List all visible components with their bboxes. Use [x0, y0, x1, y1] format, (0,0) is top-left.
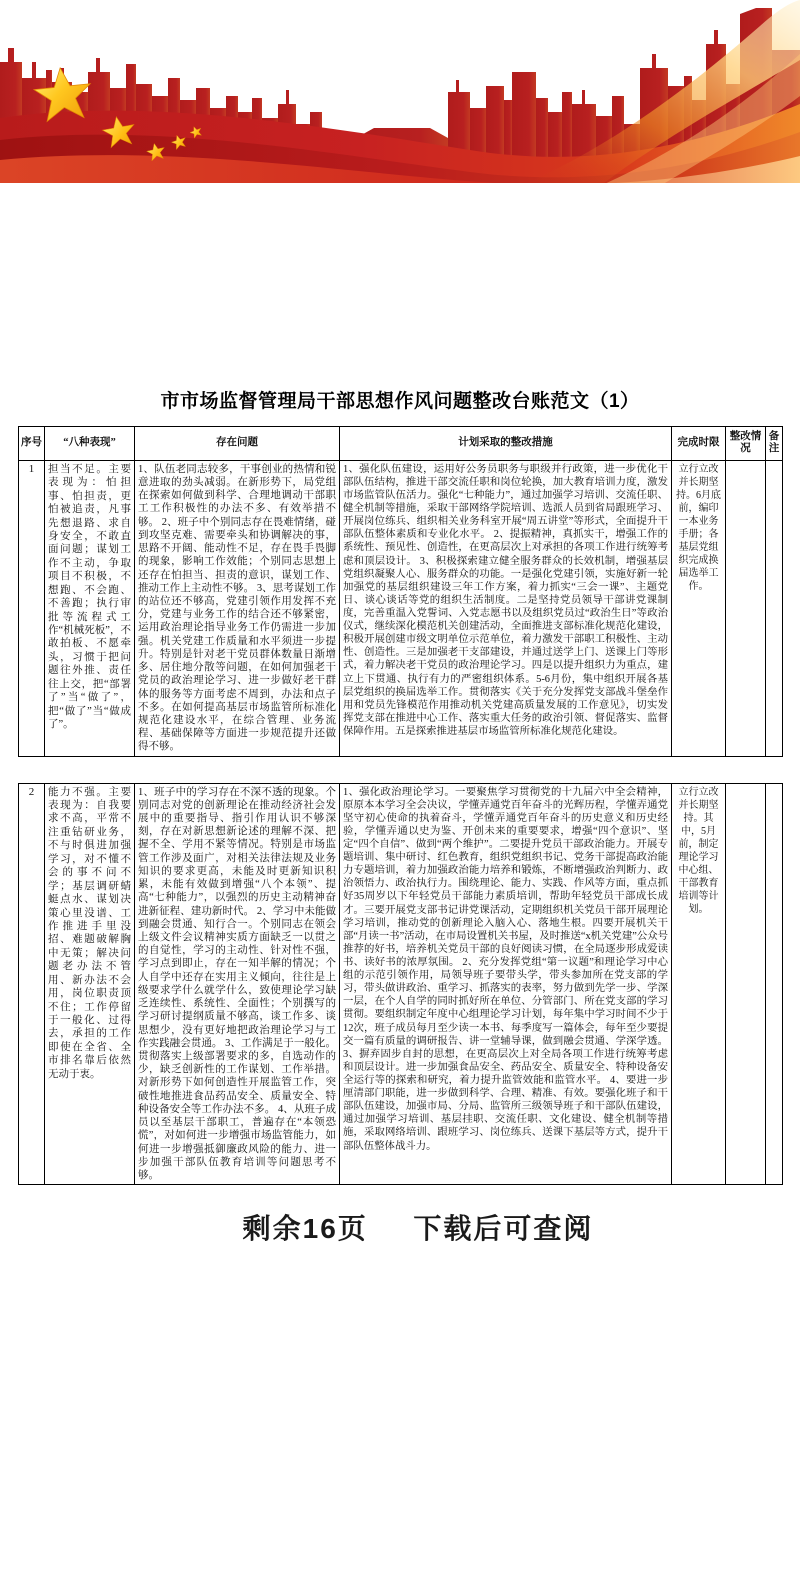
column-header-manifestation: “八种表现”	[45, 426, 135, 460]
cell-deadline-1: 立行立改并长期坚持。6月底前，编印一本业务手册；各基层党组织完成换届选举工作。	[672, 460, 726, 756]
column-header-deadline: 完成时限	[672, 426, 726, 460]
cell-manifestation-2: 能力不强。主要表现为：自我要求不高，平常不注重钻研业务，不与时俱进加强学习，对不懂不会的事不问不学；基层调研蜻蜓点水、谋划决策心里没谱、工作推进手里没招、难题破解胸中无策；解决问题老办法不管用、新办法不会用，岗位职责顶不住；工作停留于一般化、过得去，承担的工作即使在全省、全市排名靠后依然无动于衷。	[45, 783, 135, 1185]
preview-footer	[18, 1207, 800, 1247]
cell-remark-1	[766, 460, 783, 756]
rectification-ledger-table	[18, 426, 783, 757]
table-page-break-gap	[18, 757, 782, 783]
table-header-row	[19, 426, 783, 460]
document-body	[0, 391, 800, 1247]
column-header-problems: 存在问题	[135, 426, 340, 460]
page-title: 市市场监督管理局干部思想作风问题整改台账范文（1）	[160, 391, 640, 412]
remaining-pages-label: 剩余16页	[242, 1213, 368, 1245]
banner-artwork	[0, 0, 800, 186]
cell-measures-2: 1、强化政治理论学习。一要聚焦学习贯彻党的十九届六中全会精神，原原本本学习全会决议，学懂弄通党百年奋斗的光辉历程，学懂弄通党坚守初心使命的执着奋斗，学懂弄通党百年奋斗的历史意义和历史经验，学懂弄通以史为鉴、开创未来的重要要求，增强“四个意识”、坚定“四个自信”、做到“两个维护”。二要提升党员干部政治能力。开展专题培训、集中研讨、红色教育，组织党组织书记、党务干部提高政治能力专题培训，着力加强政治能力培养和锻炼，不断增强政治判断力、政治领悟力、政治执行力。围绕理论、能力、实践、作风等方面，重点抓好35周岁以下年轻党员干部能力素质培训，帮助年轻党员干部成长成才。三要开展党支部书记讲党课活动，定期组织机关党员干部开展理论学习培训，推动党的创新理论入脑入心、落地生根。四要开展机关干部“月读一书”活动，在市局设置机关书屋，及时推送“x机关党建”公众号推荐的好书，培养机关党员干部的良好阅读习惯，在全局逐步形成爱读书、读好书的浓厚氛围。 2、充分发挥党组“第一议题”和理论学习中心组的示范引领作用，局领导班子要带头学，带头参加所在党支部的学习，带头做讲政治、重学习、抓落实的表率，努力做到先学一步、学深一层，在个人自学的同时抓好所在单位、分管部门、所在党支部的学习贯彻。要组织制定年度中心组理论学习计划，每年集中学习时间不少于12次，班子成员每月至少读一本书、每季度写一篇体会，每年至少要提交一篇有质量的调研报告、讲一堂辅导课，做到融会贯通、学深学透。 3、摒弃固步自封的思想，在更高层次上对全局各项工作进行统筹考虑和顶层设计。进一步加强食品安全、药品安全、质量安全、特种设备安全运行等的探索和研究，着力提升监管效能和监管水平。 4、要进一步厘清部门职能，进一步做到科学、合理、精准、有效。要强化班子和干部队伍建设，加强市局、分局、监管所三级领导班子和干部队伍建设，通过加强学习培训、基层挂职、交流任职、文化建设、健全机制等措施，采取网络培训、跟班学习、岗位练兵、送课下基层等方式，提升干部队伍整体战斗力。	[340, 783, 672, 1185]
page-banner	[0, 0, 800, 186]
banner-bottom-divider	[0, 183, 800, 186]
download-hint-label: 下载后可查阅	[413, 1213, 594, 1245]
column-header-index: 序号	[19, 426, 45, 460]
cell-remark-2	[766, 783, 783, 1185]
cell-deadline-2: 立行立改并长期坚持。其中，5月前，制定理论学习中心组、干部教育培训等计划。	[672, 783, 726, 1185]
cell-index-2: 2	[19, 783, 45, 1185]
cell-manifestation-1: 担当不足。主要表现为：怕担事、怕担责，更怕被追责，凡事先想退路、求自身安全，不敢直面问题；谋划工作不主动，争取项目不积极，不想跑、不会跑、不善跑；执行审批等流程式工作“机械死板”，不敢拍板、不愿牵头，习惯于把问题往外推、责任往上交，把“部署了”当“做了”，把“做了”当“做成了”。	[45, 460, 135, 756]
cell-index-1: 1	[19, 460, 45, 756]
column-header-remark: 备注	[766, 426, 783, 460]
cell-status-1	[726, 460, 766, 756]
cell-status-2	[726, 783, 766, 1185]
table-row	[19, 460, 783, 756]
rectification-ledger-table-continued	[18, 783, 783, 1186]
cell-problems-1: 1、队伍老同志较多，干事创业的热情和锐意进取的劲头减弱。在新形势下，局党组在探索如何做到科学、合理地调动干部职工工作积极性的办法不多、有效举措不够。 2、班子中个别同志存在畏难情绪，碰到攻坚克难、需要牵头和协调解决的事，思路不开阔、能动性不足，存在畏手畏脚的现象，影响工作效能；个别同志思想上还存在怕担当、担责的意识，谋划工作、推动工作上主动性不够。 3、思考谋划工作的站位还不够高，党建引领作用发挥不充分，党建与业务工作的结合还不够紧密，运用政治理论指导业务工作仍需进一步加强。机关党建工作质量和水平须进一步提升。特别是针对老干党员群体数量日渐增多、居住地分散等问题，在如何加强老干党员的政治理论学习、进一步做好老干群体的服务等方面考虑不周到，办法和点子不多。在如何提高基层市场监管所标准化规范化建设水平，在综合管理、业务流程、基础保障等方面进一步规范提升还做得不够。	[135, 460, 340, 756]
cell-problems-2: 1、班子中的学习存在不深不透的现象。个别同志对党的创新理论在推动经济社会发展中的重要指导、指引作用认识不够深刻，存在对新思想新论述的理解不深、把握不全、学用不紧等情况。特别是市场监管工作涉及面广，对相关法律法规及业务知识的要求更高，未能及时更新知识积累，未能有效做到增强“八个本领”、提高“七种能力”，以强烈的历史主动精神奋进新征程、建功新时代。 2、学习中未能做到融会贯通、知行合一。个别同志在领会上级文件会议精神实质方面缺乏一以贯之的自觉性，学习的主动性、针对性不强，学习点到即止，存在一知半解的情况；个人自学中还存在实用主义倾向，往往是上级要求学什么就学什么，致使理论学习缺乏连续性、系统性、全面性；个别撰写的学习研讨提纲质量不够高，谈工作多、谈思想少，没有更好地把政治理论学习与工作实践融会贯通。 3、工作满足于一般化。贯彻落实上级部署要求的多，自选动作的少，缺乏创新性的工作谋划、工作举措。对新形势下如何创造性开展监管工作，突破性地推进食品药品安全、质量安全、特种设备安全等工作办法不多。 4、从班子成员以至基层干部职工，普遍存在“本领恐慌”，对如何进一步增强市场监管能力，如何进一步增强抵御廉政风险的能力、进一步加强干部队伍教育培训等问题思考不够。	[135, 783, 340, 1185]
column-header-measures: 计划采取的整改措施	[340, 426, 672, 460]
column-header-status: 整改情况	[726, 426, 766, 460]
cell-measures-1: 1、强化队伍建设，运用好公务员职务与职级并行政策，进一步优化干部队伍结构，推进干部交流任职和岗位轮换，加大教育培训力度，激发市场监管队伍活力。强化“七种能力”，通过加强学习培训、交流任职、健全机制等措施，采取干部网络学院培训、选派人员到省局跟班学习、开展岗位练兵、组织相关业务科室开展“周五讲堂”等形式，全面提升干部队伍整体素质和专业化水平。 2、提振精神，真抓实干，增强工作的系统性、预见性、创造性，在更高层次上对承担的各项工作进行统筹考虑和顶层设计。 3、积极探索建立健全服务群众的长效机制，增强基层党组织凝聚人心、服务群众的功能。一是强化党建引领，实施好新一轮加强党的基层组织建设三年工作方案，着力抓实“三会一课”、主题党日、谈心谈话等党的组织生活制度。二是坚持党员领导干部讲党课制度，完善重温入党誓词、入党志愿书以及组织党员过“政治生日”等政治仪式，继续深化模范机关创建活动，全面推进支部标准化规范化建设，积极开展创建市级文明单位示范单位，着力激发干部职工积极性、主动性、创造性。三是加强老干支部建设，并通过送学上门、送课上门等形式，着力解决老干党员的政治理论学习。四是以提升组织力为重点，建立上下贯通、执行有力的严密组织体系。5-6月份，集中组织开展各基层党组织的换届选举工作。贯彻落实《关于充分发挥党支部战斗堡垒作用和党员先锋模范作用推动机关党建高质量发展的工作意见》，切实发挥党支部在推进中心工作、落实重大任务的政治引领、督促落实、监督保障作用。五是探索推进基层市场监管所标准化规范化建设。	[340, 460, 672, 756]
table-row	[19, 783, 783, 1185]
